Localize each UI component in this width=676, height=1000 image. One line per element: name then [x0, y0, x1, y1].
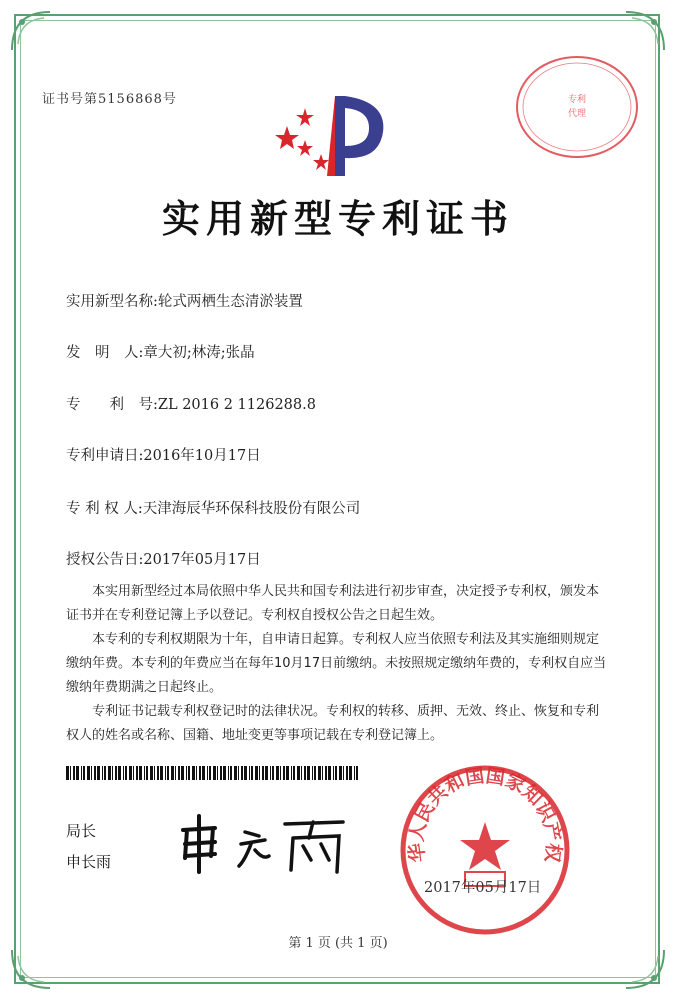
inventor-label: 发 明 人:	[66, 345, 144, 361]
patent-office-emblem	[275, 88, 395, 180]
director-signature	[175, 810, 355, 880]
filing-date-label: 专利申请日:	[66, 448, 144, 464]
patentee-row	[66, 497, 360, 518]
office-seal	[395, 760, 575, 940]
body-paragraph-3: 专利证书记载专利权登记时的法律状况。专利权的转移、质押、无效、终止、恢复和专利权人的姓名或名称、国籍、地址变更等事项记载在专利登记簿上。	[66, 704, 600, 743]
patentee-value: 天津海辰华环保科技股份有限公司	[142, 501, 361, 517]
corner-ornament-top-left	[8, 8, 54, 54]
body-paragraph-2: 本专利的专利权期限为十年，自申请日起算。专利权人应当依照专利法及其实施细则规定缴纳年费。本专利的年费应当在每年10月17日前缴纳。未按照规定缴纳年费的，专利权自应当缴纳年费期满之日起终止。	[66, 632, 607, 695]
svg-text:代理: 代理	[567, 109, 587, 119]
body-paragraph-1: 本实用新型经过本局依照中华人民共和国专利法进行初步审查，决定授予专利权，颁发本证书并在专利登记簿上予以登记。专利权自授权公告之日起生效。	[66, 584, 600, 623]
svg-text:中华人民共和国国家知识产权局: 华人民共和国国家知识产权	[405, 764, 565, 864]
patent-number-value: ZL 2016 2 1126288.8	[157, 397, 316, 413]
corner-ornament-bottom-left	[8, 946, 54, 992]
seal-date: 2017年05月17日	[424, 880, 542, 896]
agency-stamp	[512, 52, 642, 162]
utility-model-name-value: 轮式两栖生态清淤装置	[157, 294, 303, 310]
inventor-value: 章大初;林涛;张晶	[143, 345, 255, 361]
filing-date-value: 2016年10月17日	[143, 448, 261, 464]
patentee-label: 专 利 权 人:	[66, 501, 143, 517]
corner-ornament-top-right	[622, 8, 668, 54]
inventor-row	[66, 341, 255, 362]
utility-model-name-row	[66, 290, 303, 311]
corner-ornament-bottom-right	[622, 946, 668, 992]
grant-date-value: 2017年05月17日	[143, 552, 261, 568]
grant-date-label: 授权公告日:	[66, 552, 144, 568]
page-number: 第 1 页 (共 1 页)	[288, 936, 388, 951]
grant-date-row	[66, 548, 261, 569]
patent-number-label: 专 利 号:	[66, 397, 158, 413]
filing-date-row	[66, 444, 261, 465]
certificate-body	[66, 580, 611, 748]
utility-model-name-label: 实用新型名称:	[66, 294, 158, 310]
barcode	[66, 765, 361, 779]
patent-number-row	[66, 393, 316, 414]
certificate-number: 证书号第5156868号	[42, 92, 177, 107]
certificate-title: 实用新型专利证书	[161, 196, 514, 241]
director-name: 申长雨	[66, 853, 112, 871]
director-title: 局长	[66, 822, 97, 840]
svg-text:专利: 专利	[567, 95, 587, 105]
